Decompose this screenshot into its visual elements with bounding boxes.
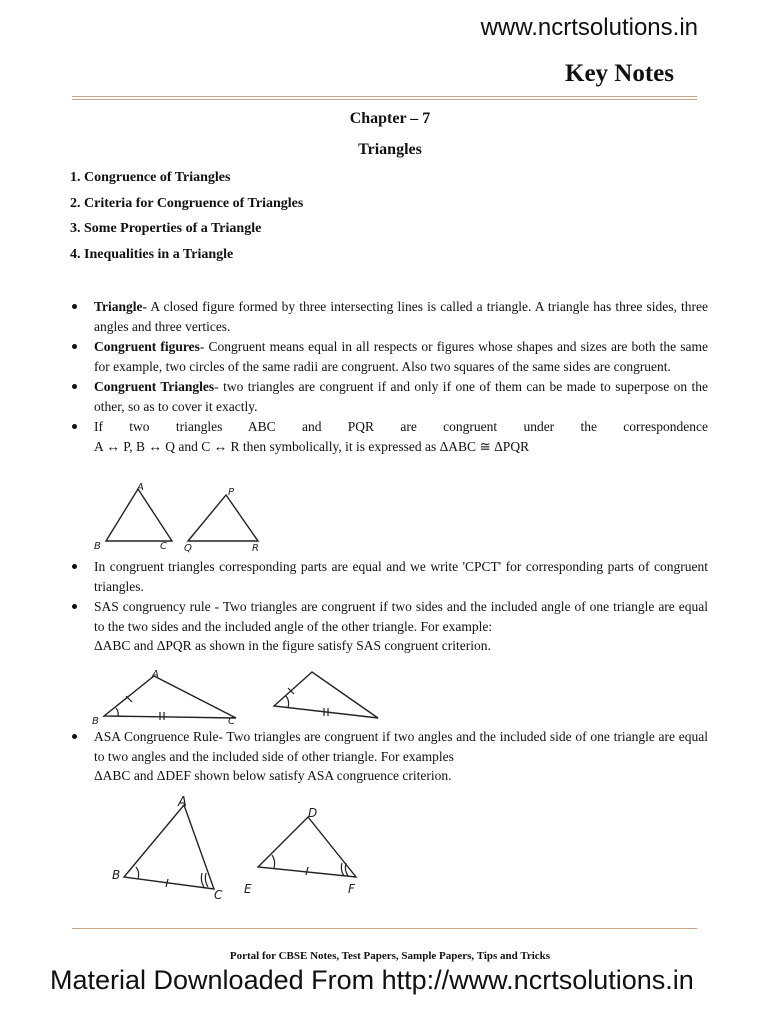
- note-congruent-figures: [70, 337, 708, 376]
- vertex-label: P: [228, 487, 235, 498]
- note-text: ASA Congruence Rule- Two triangles are congruent if two angles and the included side of one triangle are equal to two angles and the included side of other triangle. For examples: [94, 729, 708, 764]
- vertex-label: C: [160, 541, 167, 552]
- math-expression: ΔDEF: [156, 768, 191, 783]
- vertex-label: F: [348, 882, 355, 896]
- page-title: Triangles: [358, 141, 422, 158]
- note-text: If two triangles ABC and PQR are congruent under the correspondence: [94, 419, 708, 434]
- math-expression: ΔABC: [94, 768, 131, 783]
- vertex-label: B: [112, 868, 121, 882]
- note-text: then symbolically, it is expressed as: [239, 438, 440, 454]
- topic-item: 4. Inequalities in a Triangle: [70, 246, 234, 262]
- topic-item: 2. Criteria for Congruence of Triangles: [70, 195, 304, 211]
- vertex-label: B: [94, 541, 101, 552]
- topic-item: 1. Congruence of Triangles: [70, 170, 231, 185]
- figure-sas-triangles: [88, 668, 388, 726]
- note-term: Congruent figures: [94, 339, 200, 354]
- note-text: A closed figure formed by three intersecting lines is called a triangle. A triangle has three sides, three angles and three vertices.: [94, 299, 708, 334]
- note-triangle: [70, 297, 708, 336]
- figure-asa-triangles: [110, 793, 380, 901]
- vertex-label: A: [178, 795, 187, 810]
- note-correspondence: [70, 417, 708, 456]
- math-expression: ΔABC: [94, 638, 131, 653]
- rule-list: [70, 557, 708, 656]
- vertex-label: Q: [184, 543, 192, 554]
- note-congruent-triangles: [70, 377, 708, 416]
- vertex-label: R: [252, 543, 259, 554]
- vertex-label: D: [308, 806, 318, 820]
- vertex-label: B: [92, 716, 99, 726]
- note-text: shown below satisfy ASA congruence criterion.: [190, 768, 452, 783]
- topic-list: [70, 169, 303, 271]
- note-sas-rule: [70, 597, 708, 656]
- portal-tagline: Portal for CBSE Notes, Test Papers, Sample Papers, Tips and Tricks: [229, 950, 551, 962]
- note-text: - Congruent means equal in all respects or figures whose shapes and sizes are both the same for example, two circles of the same radii are congruent. Also two squares of the same sides are congruent.: [94, 339, 708, 374]
- figure-congruent-triangles: [92, 483, 282, 555]
- math-expression: ΔABC ≅ ΔPQR: [439, 438, 530, 454]
- vertex-label: A: [137, 483, 144, 493]
- math-expression: ΔPQR: [156, 638, 192, 653]
- note-text: SAS congruency rule - Two triangles are congruent if two sides and the included angle of one triangle are equal to the two sides and the included angle of the other triangle. For example:: [94, 599, 708, 634]
- note-asa-rule: [70, 727, 708, 786]
- note-text: and: [130, 638, 157, 653]
- note-term: Triangle-: [94, 299, 147, 314]
- note-term: Congruent Triangles: [94, 379, 215, 394]
- definition-list: [70, 297, 708, 456]
- chapter-label: Chapter – 7: [349, 110, 431, 127]
- note-text: as shown in the figure satisfy SAS congruent criterion.: [191, 638, 491, 653]
- vertex-label: A: [152, 669, 159, 680]
- asa-list: [70, 727, 708, 786]
- vertex-label: C: [214, 888, 223, 901]
- note-cpct: In congruent triangles corresponding parts are equal and we write 'CPCT' for corresponding parts of congruent triangles.: [70, 557, 708, 596]
- top-divider: [72, 96, 697, 100]
- note-text: and: [130, 768, 157, 783]
- vertex-label: C: [228, 716, 235, 726]
- topic-item: 3. Some Properties of a Triangle: [70, 221, 262, 237]
- site-url[interactable]: www.ncrtsolutions.in: [480, 14, 698, 41]
- vertex-label: E: [244, 882, 252, 896]
- key-notes-heading: Key Notes: [565, 60, 674, 87]
- math-expression: A ↔ P, B ↔ Q and C ↔ R: [94, 438, 240, 454]
- bottom-divider: [72, 928, 697, 929]
- download-banner[interactable]: Material Downloaded From http://www.ncrtsolutions.in: [50, 965, 694, 995]
- note-text: - two triangles are congruent if and only if one of them can be made to superpose on the other, so as to cover it exactly.: [94, 379, 708, 414]
